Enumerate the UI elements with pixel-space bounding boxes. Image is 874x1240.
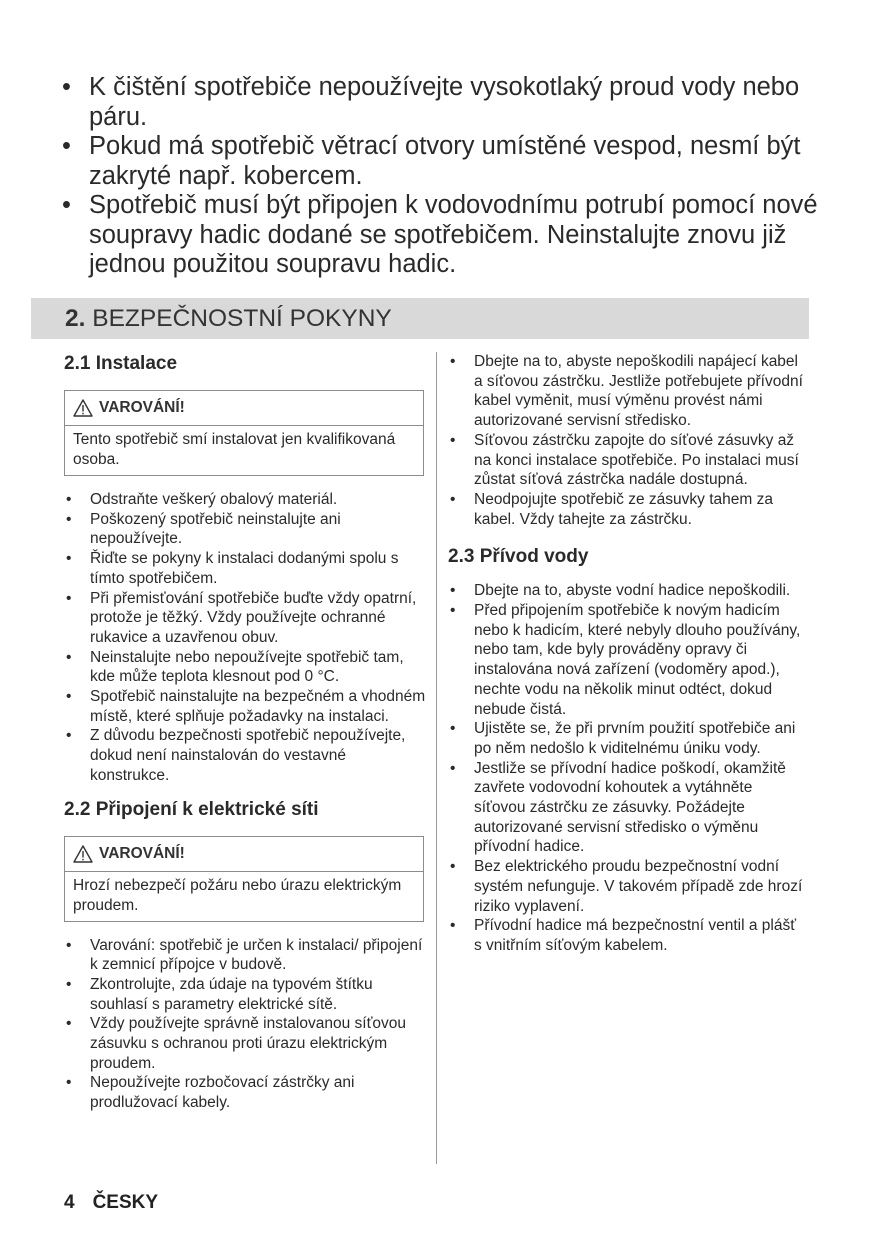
- intro-list: [62, 73, 822, 280]
- list-item: • Z důvodu bezpečnosti spotřebič nepoužívejte, dokud není nainstalován do vestavné konstrukce.: [64, 726, 426, 785]
- list-item: • Bez elektrického proudu bezpečnostní vodní systém nefunguje. V takovém případě zde hrozí riziko vyplavení.: [448, 857, 808, 916]
- list-item: • Řiďte se pokyny k instalaci dodanými spolu s tímto spotřebičem.: [64, 549, 426, 588]
- list-item: • Jestliže se přívodní hadice poškodí, okamžitě zavřete vodovodní kohoutek a vytáhněte síťovou zástrčku ze zásuvky. Požádejte autorizované servisní středisko o výměnu přívodní hadice.: [448, 759, 808, 858]
- intro-bullet: • Pokud má spotřebič větrací otvory umístěné vespod, nesmí být zakryté např. kobercem.: [62, 132, 822, 191]
- list-item: • Nepoužívejte rozbočovací zástrčky ani prodlužovací kabely.: [64, 1073, 426, 1112]
- section-number: 2.: [65, 305, 86, 332]
- list-item: • Neinstalujte nebo nepoužívejte spotřebič tam, kde může teplota klesnout pod 0 °C.: [64, 648, 426, 687]
- heading-installation: 2.1 Instalace: [64, 353, 178, 374]
- list-item: • Před připojením spotřebiče k novým hadicím nebo k hadicím, které nebyly dlouho používány, nebo tam, kde byly prováděny opravy či instalována nová zařízení (vodoměry apod.), nechte vodu na několik minut odtéct, dokud nebude čistá.: [448, 601, 808, 719]
- list-item: • Dbejte na to, abyste vodní hadice nepoškodili.: [448, 581, 808, 601]
- warning-label: VAROVÁNÍ!: [99, 399, 185, 416]
- column-divider: [436, 352, 437, 1164]
- section-title-text: BEZPEČNOSTNÍ POKYNY: [92, 305, 392, 332]
- list-item: • Ujistěte se, že při prvním použití spotřebiče ani po něm nedošlo k viditelnému úniku vody.: [448, 719, 808, 758]
- list-item: • Dbejte na to, abyste nepoškodili napájecí kabel a síťovou zástrčku. Jestliže potřebujete přívodní kabel vyměnit, musí výměnu provést námi autorizované servisní středisko.: [448, 352, 808, 431]
- intro-bullet: • Spotřebič musí být připojen k vodovodnímu potrubí pomocí nové soupravy hadic dodané se spotřebičem. Neinstalujte znovu již jednou použitou soupravu hadic.: [62, 191, 822, 280]
- heading-electrical: 2.2 Připojení k elektrické síti: [64, 798, 319, 820]
- list-item: • Spotřebič nainstalujte na bezpečném a vhodném místě, které splňuje požadavky na instalaci.: [64, 687, 426, 726]
- list-item: • Varování: spotřebič je určen k instalaci/ připojení k zemnicí přípojce v budově.: [64, 936, 426, 975]
- left-column: [64, 352, 426, 1113]
- list-item: • Odstraňte veškerý obalový materiál.: [64, 490, 426, 510]
- list-item: • Poškozený spotřebič neinstalujte ani nepoužívejte.: [64, 510, 426, 549]
- intro-bullet: • K čištění spotřebiče nepoužívejte vysokotlaký proud vody nebo páru.: [62, 73, 822, 132]
- list-item: • Neodpojujte spotřebič ze zásuvky tahem za kabel. Vždy tahejte za zástrčku.: [448, 490, 808, 529]
- section-header-bar: [31, 298, 809, 339]
- footer-language: ČESKY: [92, 1192, 159, 1213]
- list-item: • Síťovou zástrčku zapojte do síťové zásuvky až na konci instalace spotřebiče. Po instalaci musí zůstat síťová zástrčka nadále dostupná.: [448, 431, 808, 490]
- right-column: [448, 352, 808, 956]
- water-supply-list: [448, 581, 808, 955]
- page-footer: [64, 1192, 158, 1214]
- warning-text: Tento spotřebič smí instalovat jen kvalifikovaná osoba.: [73, 431, 396, 468]
- list-item: • Přívodní hadice má bezpečnostní ventil a plášť s vnitřním síťovým kabelem.: [448, 916, 808, 955]
- heading-water-supply: 2.3 Přívod vody: [448, 546, 589, 568]
- list-item: • Při přemisťování spotřebiče buďte vždy opatrní, protože je těžký. Vždy používejte ochranné rukavice a uzavřenou obuv.: [64, 589, 426, 648]
- warning-triangle-icon: [73, 399, 93, 417]
- warning-header: [65, 391, 423, 426]
- warning-box-installation: [64, 390, 424, 476]
- section-title: [65, 306, 392, 332]
- warning-label: VAROVÁNÍ!: [99, 844, 185, 862]
- list-item: • Vždy používejte správně instalovanou síťovou zásuvku s ochranou proti úrazu elektrickým proudem.: [64, 1014, 426, 1073]
- installation-list: [64, 490, 426, 786]
- warning-header: [65, 837, 423, 872]
- warning-box-electrical: [64, 836, 424, 922]
- list-item: • Zkontrolujte, zda údaje na typovém štítku souhlasí s parametry elektrické sítě.: [64, 975, 426, 1014]
- warning-triangle-icon: [73, 845, 93, 863]
- warning-text: Hrozí nebezpečí požáru nebo úrazu elektrickým proudem.: [73, 876, 402, 914]
- electrical-list: [64, 936, 426, 1113]
- electrical-list-continued: [448, 352, 808, 529]
- page-number: 4: [64, 1192, 75, 1213]
